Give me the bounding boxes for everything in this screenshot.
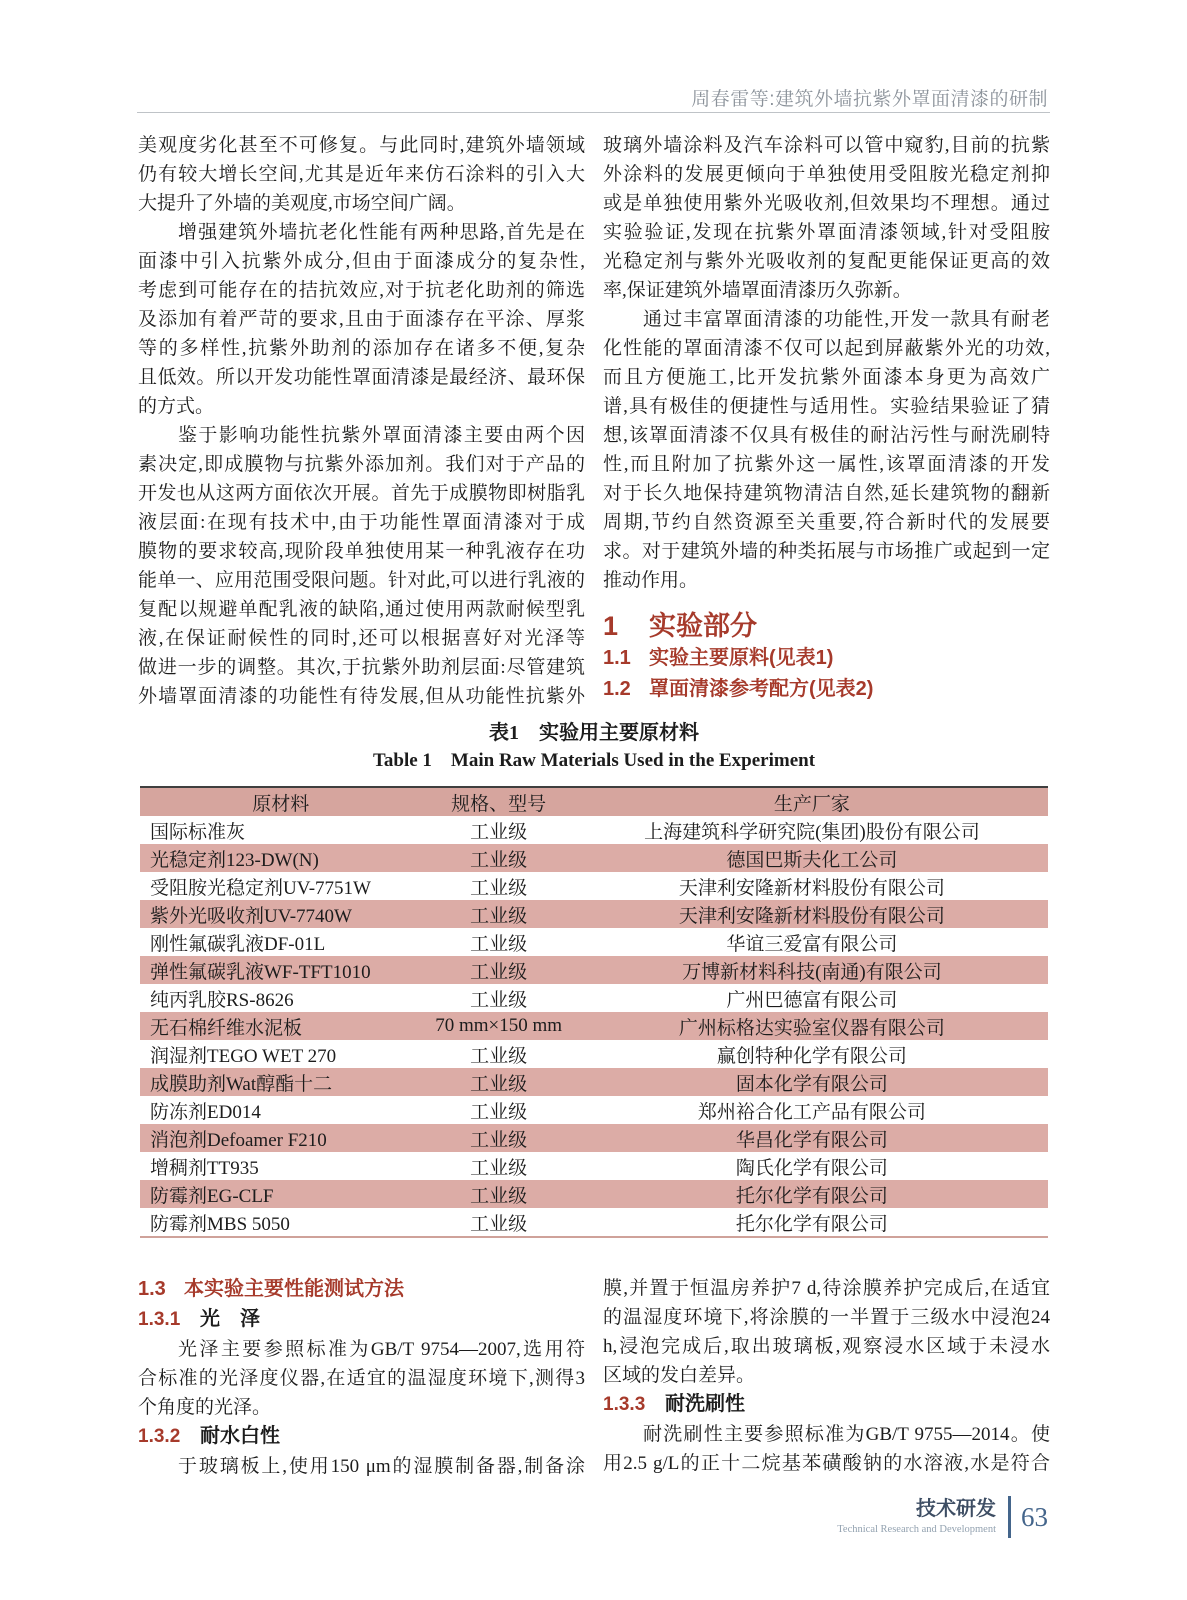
spec-type: 工业级 <box>470 1213 528 1235</box>
manufacturer: 赢创特种化学有限公司 <box>716 1045 907 1067</box>
text-line: 的温湿度环境下,将涂膜的一半置于三级水中浸泡24 <box>603 1307 1050 1328</box>
manufacturer: 托尔化学有限公司 <box>735 1213 888 1235</box>
spec-type: 工业级 <box>421 1180 575 1208</box>
manufacturer: 天津利安隆新材料股份有限公司 <box>576 900 1048 928</box>
table-row <box>140 1068 1048 1096</box>
material-name: 防冻剂ED014 <box>150 1101 261 1123</box>
spec-type: 工业级 <box>470 989 528 1011</box>
text-line: 玻璃外墙涂料及汽车涂料可以管中窥豹,目前的抗紫 <box>603 135 1050 156</box>
text-line: 素决定,即成膜物与抗紫外添加剂。我们对于产品的 <box>138 454 585 475</box>
text-line: 化性能的罩面清漆不仅可以起到屏蔽紫外光的功效, <box>603 338 1050 359</box>
spec-type: 工业级 <box>421 1124 575 1152</box>
text-line: 及添加有着严苛的要求,且由于面漆存在平涂、厚浆 <box>138 309 585 330</box>
text-line: 对于长久地保持建筑物清洁自然,延长建筑物的翻新 <box>603 483 1050 504</box>
manufacturer: 陶氏化学有限公司 <box>735 1157 888 1179</box>
spec-type: 工业级 <box>421 1068 575 1096</box>
footer-main <box>837 1496 1048 1538</box>
text-line: 外墙罩面清漆的功能性有待发展,但从功能性抗紫外 <box>138 686 585 707</box>
table-row <box>140 1124 1048 1152</box>
heading-title: 耐洗刷性 <box>665 1393 745 1415</box>
spec-type: 工业级 <box>421 956 575 984</box>
text-line: 而且方便施工,比开发抗紫外面漆本身更为高效广 <box>603 367 1050 388</box>
text-line: 的方式。 <box>138 396 215 417</box>
section-heading-1.3.1 <box>138 1305 585 1335</box>
text-line: 外涂料的发展更倾向于单独使用受阻胺光稳定剂抑 <box>603 164 1050 185</box>
table1-caption-en: Table 1 Main Raw Materials Used in the Experiment <box>372 750 816 771</box>
heading-number: 1.3.2 <box>138 1426 181 1447</box>
table-row <box>140 1096 1048 1124</box>
page-number: 63 <box>1021 1502 1048 1532</box>
material-name: 增稠剂TT935 <box>150 1157 259 1179</box>
section-heading-1.3 <box>138 1274 585 1305</box>
footer-divider-bar <box>1008 1496 1011 1538</box>
table-row <box>140 1208 1048 1237</box>
page-footer <box>837 1496 1048 1538</box>
table1-header <box>140 787 1048 816</box>
spec-type: 工业级 <box>470 933 528 955</box>
material-name: 防霉剂EG-CLF <box>140 1180 421 1208</box>
spec-type: 工业级 <box>421 844 575 872</box>
text-line: 仍有较大增长空间,尤其是近年来仿石涂料的引入大 <box>138 164 585 185</box>
text-line: h,浸泡完成后,取出玻璃板,观察浸水区域于未浸水 <box>603 1336 1050 1357</box>
manufacturer: 华昌化学有限公司 <box>576 1124 1048 1152</box>
column-top-right <box>603 131 1050 711</box>
table1-body <box>140 816 1048 1237</box>
text-line: 复配以规避单配乳液的缺陷,通过使用两款耐候型乳 <box>138 599 585 620</box>
heading-number: 1 <box>603 611 619 641</box>
column-header: 生产厂家 <box>576 787 1048 816</box>
section-heading-1.3.2 <box>138 1422 585 1452</box>
material-name: 刚性氟碳乳液DF-01L <box>150 933 326 955</box>
table-row <box>140 1012 1048 1040</box>
text-line: 用2.5 g/L的正十二烷基苯磺酸钠的水溶液,水是符合 <box>603 1453 1050 1474</box>
material-name: 无石棉纤维水泥板 <box>140 1012 421 1040</box>
manufacturer: 固本化学有限公司 <box>576 1068 1048 1096</box>
footer-section-title: 技术研发 <box>916 1498 996 1520</box>
text-line: 能单一、应用范围受限问题。针对此,可以进行乳液的 <box>138 570 585 591</box>
text-line: 性,而且附加了抗紫外这一属性,该罩面清漆的开发 <box>603 454 1050 475</box>
column-top-left <box>138 131 585 711</box>
spec-type: 工业级 <box>470 1101 528 1123</box>
section-heading-1 <box>603 609 1050 643</box>
manufacturer: 广州标格达实验室仪器有限公司 <box>576 1012 1048 1040</box>
table-row <box>140 1180 1048 1208</box>
material-name: 光稳定剂123-DW(N) <box>140 844 421 872</box>
spec-type: 工业级 <box>470 821 528 843</box>
text-line: 耐洗刷性主要参照标准为GB/T 9755—2014。使 <box>643 1424 1050 1445</box>
text-line: 做进一步的调整。其次,于抗紫外助剂层面:尽管建筑 <box>138 657 585 678</box>
text-line: 膜物的要求较高,现阶段单独使用某一种乳液存在功 <box>138 541 585 562</box>
table1-caption-zh: 表1 实验用主要原材料 <box>489 722 699 744</box>
text-line: 考虑到可能存在的拮抗效应,对于抗老化助剂的筛选 <box>138 280 585 301</box>
text-line: 想,该罩面清漆不仅具有极佳的耐沾污性与耐洗刷特 <box>603 425 1050 446</box>
text-line: 且低效。所以开发功能性罩面清漆是最经济、最环保 <box>138 367 585 388</box>
table-row <box>140 872 1048 900</box>
section-heading-1.1 <box>603 643 1050 674</box>
text-line: 或是单独使用紫外光吸收剂,但效果均不理想。通过 <box>603 193 1050 214</box>
heading-title: 罩面清漆参考配方(见表2) <box>649 678 874 700</box>
table-row <box>140 900 1048 928</box>
bottom-columns <box>138 1274 1050 1481</box>
table-row <box>140 928 1048 956</box>
text-line: 个角度的光泽。 <box>138 1397 272 1418</box>
text-line: 面漆中引入抗紫外成分,但由于面漆成分的复杂性, <box>138 251 585 272</box>
text-line: 增强建筑外墙抗老化性能有两种思路,首先是在 <box>178 222 585 243</box>
spec-type: 工业级 <box>470 1157 528 1179</box>
table1 <box>140 786 1048 1238</box>
table-row <box>140 956 1048 984</box>
spec-type: 工业级 <box>470 877 528 899</box>
column-header: 规格、型号 <box>421 787 575 816</box>
top-columns <box>138 131 1050 711</box>
header-rule <box>137 112 1050 113</box>
manufacturer: 德国巴斯夫化工公司 <box>576 844 1048 872</box>
table-row <box>140 1040 1048 1068</box>
footer-section-wrap <box>837 1497 996 1537</box>
material-name: 防霉剂MBS 5050 <box>150 1213 290 1235</box>
section-heading-1.2 <box>603 674 1050 705</box>
table-row <box>140 984 1048 1012</box>
text-line: 实验验证,发现在抗紫外罩面清漆领域,针对受阻胺 <box>603 222 1050 243</box>
heading-number: 1.2 <box>603 678 631 700</box>
heading-title: 实验部分 <box>649 611 757 641</box>
text-line: 推动作用。 <box>603 570 699 591</box>
running-title: 周春雷等:建筑外墙抗紫外罩面清漆的研制 <box>691 89 1048 110</box>
material-name: 消泡剂Defoamer F210 <box>140 1124 421 1152</box>
section-heading-1.3.3 <box>603 1390 1050 1420</box>
material-name: 国际标准灰 <box>150 821 246 843</box>
manufacturer: 天津利安隆新材料股份有限公司 <box>678 877 945 899</box>
spec-type: 工业级 <box>470 1045 528 1067</box>
text-line: 谱,具有极佳的便捷性与适用性。实验结果验证了猜 <box>603 396 1050 417</box>
spec-type: 70 mm×150 mm <box>421 1012 575 1040</box>
material-name: 受阻胺光稳定剂UV-7751W <box>150 877 371 899</box>
manufacturer: 广州巴德富有限公司 <box>726 989 898 1011</box>
text-line: 大提升了外墙的美观度,市场空间广阔。 <box>138 193 466 214</box>
table-row <box>140 816 1048 844</box>
text-line: 等的多样性,抗紫外助剂的添加存在诸多不便,复杂 <box>138 338 585 359</box>
text-line: 周期,节约自然资源至关重要,符合新时代的发展要 <box>603 512 1050 533</box>
spec-type: 工业级 <box>421 900 575 928</box>
text-line: 于玻璃板上,使用150 μm的湿膜制备器,制备涂 <box>178 1456 585 1477</box>
table1-block <box>140 720 1048 1238</box>
heading-number: 1.3 <box>138 1278 166 1300</box>
heading-number: 1.1 <box>603 647 631 669</box>
text-line: 求。对于建筑外墙的种类拓展与市场推广或起到一定 <box>603 541 1050 562</box>
manufacturer: 万博新材料科技(南通)有限公司 <box>576 956 1048 984</box>
manufacturer: 上海建筑科学研究院(集团)股份有限公司 <box>644 821 980 843</box>
heading-title: 实验主要原料(见表1) <box>649 647 834 669</box>
manufacturer: 托尔化学有限公司 <box>576 1180 1048 1208</box>
text-line: 率,保证建筑外墙罩面清漆历久弥新。 <box>603 280 912 301</box>
column-header: 原材料 <box>140 787 421 816</box>
text-line: 液层面:在现有技术中,由于功能性罩面清漆对于成 <box>138 512 585 533</box>
text-line: 通过丰富罩面清漆的功能性,开发一款具有耐老 <box>643 309 1050 330</box>
text-line: 美观度劣化甚至不可修复。与此同时,建筑外墙领域 <box>138 135 585 156</box>
text-line: 鉴于影响功能性抗紫外罩面清漆主要由两个因 <box>178 425 585 446</box>
heading-title: 本实验主要性能测试方法 <box>184 1278 404 1300</box>
text-line: 合标准的光泽度仪器,在适宜的温湿度环境下,测得3 <box>138 1368 585 1389</box>
material-name: 紫外光吸收剂UV-7740W <box>140 900 421 928</box>
column-bottom-left <box>138 1274 585 1481</box>
text-line: 液,在保证耐候性的同时,还可以根据喜好对光泽等 <box>138 628 585 649</box>
footer-section-subtitle: Technical Research and Development <box>837 1524 996 1535</box>
material-name: 弹性氟碳乳液WF-TFT1010 <box>140 956 421 984</box>
table-row <box>140 1152 1048 1180</box>
text-line: 光稳定剂与紫外光吸收剂的复配更能保证更高的效 <box>603 251 1050 272</box>
material-name: 纯丙乳胶RS-8626 <box>150 989 294 1011</box>
text-line: 开发也从这两方面依次开展。首先于成膜物即树脂乳 <box>138 483 585 504</box>
table-row <box>140 844 1048 872</box>
heading-title: 耐水白性 <box>200 1425 280 1447</box>
manufacturer: 郑州裕合化工产品有限公司 <box>697 1101 926 1123</box>
material-name: 润湿剂TEGO WET 270 <box>150 1045 337 1067</box>
material-name: 成膜助剂Wat醇酯十二 <box>140 1068 421 1096</box>
table-header-row <box>140 787 1048 816</box>
column-bottom-right <box>603 1274 1050 1481</box>
text-line: 区域的发白差异。 <box>603 1365 756 1386</box>
heading-title: 光 泽 <box>200 1308 260 1330</box>
heading-number: 1.3.1 <box>138 1309 181 1330</box>
heading-number: 1.3.3 <box>603 1394 646 1415</box>
text-line: 光泽主要参照标准为GB/T 9754—2007,选用符 <box>178 1339 585 1360</box>
text-line: 膜,并置于恒温房养护7 d,待涂膜养护完成后,在适宜 <box>603 1278 1050 1299</box>
manufacturer: 华谊三爱富有限公司 <box>726 933 898 955</box>
